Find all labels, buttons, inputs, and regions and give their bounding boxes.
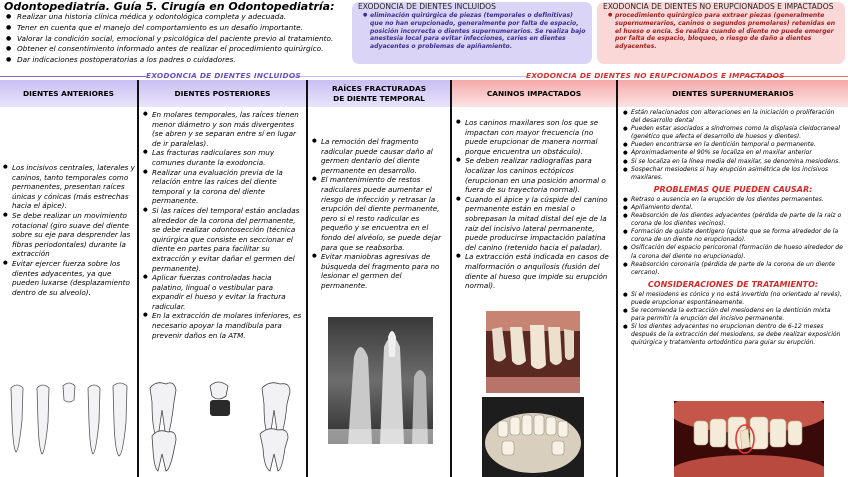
list-item: ● El mantenimiento de restos radiculares puede aumentar el riesgo de infección y retrasar la erupción del diente permanente, pero si el resto radicular es pequeño y se encuentra en el fondo del alvéolo, se puede dejar para que se reabsorba. — [312, 175, 447, 252]
definition-text: ● eliminación quirúrgica de piezas (temporales o definitivas) que no han erupcionado, generalmente por falta de espacio, posición incorrecta o dientes supernumerarios. Se realiza bajo anestesia local para evitar infecciones, caries en dientes adyacentes o problemas de apiñamiento. — [364, 12, 586, 51]
dental-cast-photo — [482, 397, 584, 477]
goals-list — [4, 12, 350, 66]
top-area — [0, 0, 848, 72]
mesiodens-photo — [674, 401, 824, 477]
definition-box-non-erupted — [597, 2, 845, 64]
definition-box-included — [352, 2, 592, 64]
radiograph-image — [328, 317, 433, 444]
column-list — [308, 137, 450, 291]
column-list — [618, 109, 848, 182]
column-header — [308, 80, 450, 107]
column-header-line: DE DIENTE TEMPORAL — [333, 93, 425, 103]
column-list — [0, 163, 137, 297]
list-item: ● Formación de quiste dentígero (quiste que se forma alrededor de la corona de un diente no erupcionado). — [623, 228, 844, 244]
column-anteriores — [0, 80, 137, 477]
list-item: ● Obtener el consentimiento informado antes de realizar el procedimiento quirúrgico. — [4, 44, 350, 55]
list-item: ● Si el mesiodens es cónico y no está invertido (no orientado al revés), puede erupcionar espontáneamente. — [623, 291, 844, 307]
list-item: ● Osificación del espacio pericoronal (formación de hueso alrededor de la corona del diente no erupcionado). — [623, 244, 844, 260]
list-item: ● La extracción está indicada en casos de malformación o anquilosis (fusión del diente al hueso que impide su erupción normal). — [456, 252, 613, 290]
list-item: ● Tener en cuenta que el manejo del comportamiento es un desafío importante. — [4, 23, 350, 34]
treatment-list — [618, 291, 848, 348]
list-item: ● Los incisivos centrales, laterales y caninos, tanto temporales como permanentes, presentan raíces únicas y cónicas (más estrechas hacia el ápice). — [3, 163, 135, 211]
list-item: ● Evitar ejercer fuerza sobre los dientes adyacentes, ya que pueden luxarse (desplazamiento dentro de su alveolo). — [3, 259, 135, 297]
column-posteriores — [139, 80, 306, 477]
definition-list — [364, 12, 586, 51]
list-item: ● La remoción del fragmento radicular puede causar daño al germen dentario del diente permanente en desarrollo. — [312, 137, 447, 175]
list-item: ● Sospechar mesiodens si hay erupción asimétrica de los incisivos maxilares. — [623, 166, 844, 182]
impacted-canine-photo — [486, 311, 580, 393]
list-item: ● Reabsorción coronaria (pérdida de parte de la corona de un diente cercano). — [623, 261, 844, 277]
definition-title: EXODONCIA DE DIENTES NO ERUPCIONADOS E IMPACTADOS — [603, 2, 834, 11]
list-item: ● Los caninos maxilares son los que se impactan con mayor frecuencia (no puede erupcionar de manera normal porque encuentra un obstáculo). — [456, 118, 613, 156]
column-header: CANINOS IMPACTADOS — [452, 80, 616, 107]
column-header-line: RAÍCES FRACTURADAS — [331, 83, 427, 93]
list-item: ● Si las raíces del temporal están ancladas alrededor de la corona del permanente, se debe realizar odontosección (técnica quirúrgica que consiste en seccionar el diente en partes para facilitar su extracción y evitar dañar el germen del permanente). — [143, 206, 304, 273]
list-item: ● Aproximadamente el 90% se localiza en el maxilar anterior — [623, 149, 844, 157]
list-item: ● Pueden encontrarse en la dentición temporal o permanente. — [623, 141, 844, 149]
list-item: ● Se debe realizar un movimiento rotacional (giro suave del diente sobre su eje para desprender las fibras periodontales) durante la extracción — [3, 211, 135, 259]
column-header: DIENTES SUPERNUMERARIOS — [618, 80, 848, 107]
column-header: DIENTES ANTERIORES — [0, 80, 137, 107]
list-item: ● Se recomienda la extracción del mesiodens en la dentición mixta para permitir la erupción del incisivo permanente. — [623, 307, 844, 323]
problems-title: PROBLEMAS QUE PUEDEN CAUSAR: — [653, 184, 813, 194]
definition-list — [609, 12, 839, 51]
list-item: ● Dar indicaciones postoperatorias a los padres o cuidadores. — [4, 55, 350, 66]
list-item: ● Realizar una historia clínica médica y odontológica completa y adecuada. — [4, 12, 350, 23]
molar-teeth-illustration — [144, 376, 302, 474]
section-divider — [290, 76, 526, 77]
list-item: ● Si se localiza en la línea media del maxilar, se denomina mesiodens. — [623, 158, 844, 166]
section-title-non-erupted: EXODONCIA DE DIENTES NO ERUPCIONADOS E IMPACTADOS — [526, 71, 785, 80]
list-item: ● Las fracturas radiculares son muy comunes durante la exodoncia. — [143, 148, 304, 167]
section-title-included: EXODONCIA DE DIENTES INCLUIDOS — [146, 71, 301, 80]
definition-title: EXODONCIA DE DIENTES INCLUIDOS — [358, 2, 496, 11]
column-list — [139, 110, 306, 340]
list-item: ● Están relacionados con alteraciones en la iniciación o proliferación del desarrollo dental — [623, 109, 844, 125]
column-supernumerarios — [618, 80, 848, 477]
list-item: ● Cuando el ápice y la cúspide del canino permanente están en mesial o sobrepasan la mitad distal del eje de la raíz del incisivo lateral permanente, puede producirse impactación palatina del canino (retenido hacia el paladar). — [456, 195, 613, 253]
list-item: ● Valorar la condición social, emocional y psicológica del paciente previo al tratamiento. — [4, 34, 350, 45]
anterior-teeth-illustration — [3, 380, 135, 460]
column-header: DIENTES POSTERIORES — [139, 80, 306, 107]
definition-text: ● procedimiento quirúrgico para extraer piezas (generalmente supernumerarios, caninos o segundos premolares) retenidas en el hueso o encía. Se realiza cuando el diente no puede emerger por falta de espacio, bloqueo, o riesgo de daño a dientes adyacentes. — [609, 12, 839, 51]
column-caninos — [452, 80, 616, 477]
list-item: ● Pueden estar asociados a síndromes como la displasia cleidocraneal (genético que afecta el desarrollo de huesos y dientes). — [623, 125, 844, 141]
problems-list — [618, 196, 848, 277]
list-item: ● Aplicar fuerzas controladas hacia palatino, lingual o vestibular para expandir el hueso y evitar la fractura radicular. — [143, 273, 304, 311]
list-item: ● Reabsorción de los dientes adyacentes (pérdida de parte de la raíz o corona de los dientes vecinos). — [623, 212, 844, 228]
list-item: ● Realizar una evaluación previa de la relación entre las raíces del diente temporal y la corona del diente permanente. — [143, 168, 304, 206]
section-divider — [0, 76, 146, 77]
list-item: ● Retraso o ausencia en la erupción de los dientes permanentes. — [623, 196, 844, 204]
list-item: ● Evitar maniobras agresivas de búsqueda del fragmento para no lesionar el germen del permanente. — [312, 252, 447, 290]
column-list — [452, 118, 616, 291]
page-title: Odontopediatría. Guía 5. Cirugía en Odontopediatría: — [4, 0, 335, 13]
list-item: ● Apiñamiento dental. — [623, 204, 844, 212]
column-raices — [308, 80, 450, 477]
list-item: ● Si los dientes adyacentes no erupcionan dentro de 6-12 meses después de la extracción del mesiodens, se debe realizar exposición quirúrgica y tratamiento ortodóntico para guiar su erupción. — [623, 323, 844, 347]
treatment-title: CONSIDERACIONES DE TRATAMIENTO: — [647, 279, 819, 289]
list-item: ● Se deben realizar radiografías para localizar los caninos ectópicos (erupcionan en una posición anormal o fuera de su trayectoria normal). — [456, 156, 613, 194]
list-item: ● En la extracción de molares inferiores, es necesario apoyar la mandíbula para prevenir daños en la ATM. — [143, 311, 304, 340]
list-item: ● En molares temporales, las raíces tienen menor diámetro y son más divergentes (se abren y se separan entre sí en lugar de ir paralelas). — [143, 110, 304, 148]
